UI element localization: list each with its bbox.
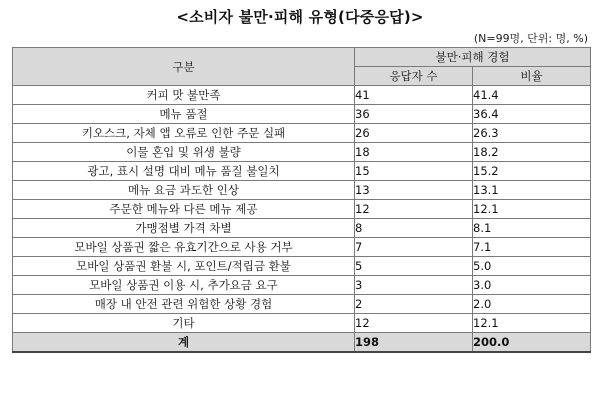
table-row — [13, 295, 591, 314]
row-count: 2 — [355, 295, 473, 314]
page-title: <소비자 불만·피해 유형(다중응답)> — [176, 8, 424, 26]
table-row — [13, 105, 591, 124]
row-ratio: 36.4 — [473, 105, 591, 124]
table-row — [13, 276, 591, 295]
row-count: 15 — [355, 162, 473, 181]
row-count: 8 — [355, 219, 473, 238]
row-ratio: 26.3 — [473, 124, 591, 143]
row-label: 메뉴 요금 과도한 인상 — [13, 181, 355, 200]
row-ratio: 41.4 — [473, 86, 591, 105]
unit-note: (N=99명, 단위: 명, %) — [473, 32, 588, 45]
row-label: 광고, 표시 설명 대비 메뉴 품질 불일치 — [13, 162, 355, 181]
row-label: 모바일 상품권 환불 시, 포인트/적립금 환불 — [13, 257, 355, 276]
table-row — [13, 200, 591, 219]
header-count: 응답자 수 — [355, 67, 473, 86]
row-label: 매장 내 안전 관련 위험한 상황 경험 — [13, 295, 355, 314]
row-ratio: 13.1 — [473, 181, 591, 200]
row-ratio: 3.0 — [473, 276, 591, 295]
table-row — [13, 181, 591, 200]
table-row — [13, 238, 591, 257]
row-count: 12 — [355, 314, 473, 333]
row-count: 36 — [355, 105, 473, 124]
header-category: 구분 — [13, 48, 355, 86]
table-row — [13, 257, 591, 276]
row-label: 모바일 상품권 이용 시, 추가요금 요구 — [13, 276, 355, 295]
row-ratio: 15.2 — [473, 162, 591, 181]
table-row — [13, 143, 591, 162]
total-count: 198 — [355, 333, 473, 353]
row-ratio: 18.2 — [473, 143, 591, 162]
row-ratio: 8.1 — [473, 219, 591, 238]
table-row — [13, 86, 591, 105]
table-row — [13, 219, 591, 238]
row-label: 기타 — [13, 314, 355, 333]
row-count: 13 — [355, 181, 473, 200]
row-label: 가맹점별 가격 차별 — [13, 219, 355, 238]
header-experience: 불만·피해 경험 — [355, 48, 591, 67]
table-row — [13, 124, 591, 143]
row-ratio: 7.1 — [473, 238, 591, 257]
row-count: 12 — [355, 200, 473, 219]
row-label: 커피 맛 불만족 — [13, 86, 355, 105]
table-row — [13, 314, 591, 333]
row-count: 3 — [355, 276, 473, 295]
row-label: 키오스크, 자체 앱 오류로 인한 주문 실패 — [13, 124, 355, 143]
row-ratio: 5.0 — [473, 257, 591, 276]
total-row — [13, 333, 591, 353]
total-ratio: 200.0 — [473, 333, 591, 353]
row-ratio: 2.0 — [473, 295, 591, 314]
header-ratio: 비율 — [473, 67, 591, 86]
total-label: 계 — [13, 333, 355, 353]
row-count: 18 — [355, 143, 473, 162]
row-count: 7 — [355, 238, 473, 257]
row-count: 26 — [355, 124, 473, 143]
row-count: 5 — [355, 257, 473, 276]
row-label: 메뉴 품절 — [13, 105, 355, 124]
row-count: 41 — [355, 86, 473, 105]
row-label: 주문한 메뉴와 다른 메뉴 제공 — [13, 200, 355, 219]
row-ratio: 12.1 — [473, 200, 591, 219]
table-row — [13, 162, 591, 181]
row-ratio: 12.1 — [473, 314, 591, 333]
row-label: 이물 혼입 및 위생 불량 — [13, 143, 355, 162]
complaint-table — [12, 47, 591, 353]
row-label: 모바일 상품권 짧은 유효기간으로 사용 거부 — [13, 238, 355, 257]
